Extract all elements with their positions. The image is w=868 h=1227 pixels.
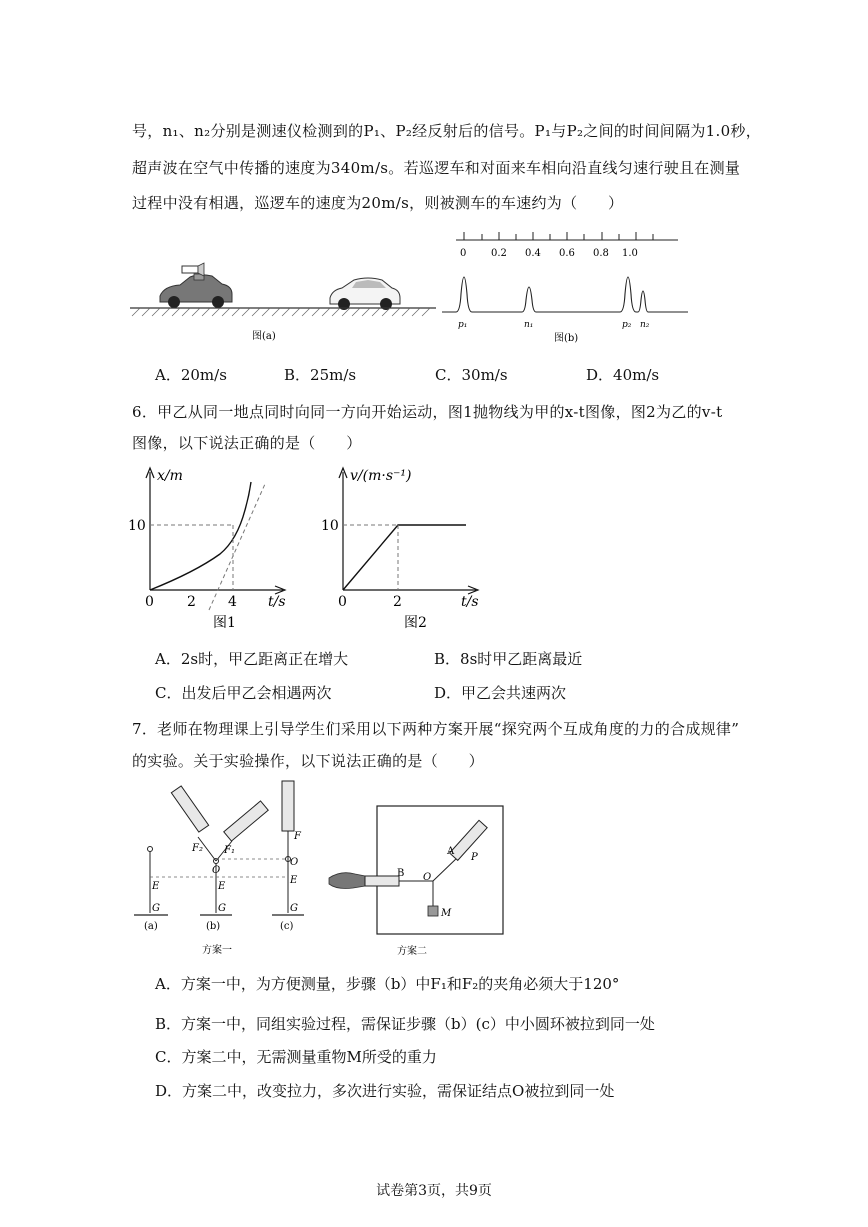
hand-icon	[329, 873, 365, 889]
label-o-b: O	[212, 865, 221, 876]
sub-label-a: (a)	[144, 921, 158, 932]
q7-option-a[interactable]: A．方案一中，为方便测量，步骤（b）中F₁和F₂的夹角必须大于120°	[155, 975, 620, 993]
label-e-c: E	[290, 875, 298, 886]
tangent-dashed-line	[209, 484, 265, 610]
scheme-1-caption: 方案一	[202, 945, 232, 956]
ruler-label-4: 0.8	[593, 248, 609, 259]
q7-option-c[interactable]: C．方案二中，无需测量重物M所受的重力	[155, 1048, 437, 1066]
q5-line-2: 超声波在空气中传播的速度为340m/s。若巡逻车和对面来车相向沿直线匀速行驶且在测量	[132, 159, 741, 177]
spring-scale-icon	[171, 786, 268, 841]
label-e-a: E	[152, 881, 160, 892]
q6-option-a[interactable]: A．2s时，甲乙距离正在增大	[155, 650, 349, 668]
figure-a-caption: 图(a)	[252, 331, 276, 342]
pulse-label-n2: n₂	[640, 320, 650, 330]
q6-option-b[interactable]: B．8s时甲乙距离最近	[434, 650, 583, 668]
q7-option-b[interactable]: B．方案一中，同组实验过程，需保证步骤（b）(c）中小圆环被拉到同一处	[155, 1015, 655, 1033]
figure-2-ylabel: v/(m·s⁻¹)	[350, 468, 412, 484]
figure-2-xlabel: t/s	[461, 594, 479, 610]
q6-option-c[interactable]: C．出发后甲乙会相遇两次	[155, 684, 332, 702]
q7-line-1: 7．老师在物理课上引导学生们采用以下两种方案开展“探究两个互成角度的力的合成规律”	[132, 720, 740, 738]
figure-1-caption: 图1	[213, 615, 236, 631]
weight-m-icon	[428, 906, 438, 916]
q5-line-3: 过程中没有相遇，巡逻车的速度为20m/s，则被测车的车速约为（ ）	[132, 194, 624, 212]
pulse-label-n1: n₁	[524, 320, 534, 330]
figure-2-xtick-0: 0	[338, 594, 347, 610]
figure-b-pulses	[440, 224, 690, 348]
figure-1-xlabel: t/s	[268, 594, 286, 610]
label-f1: F₁	[224, 845, 235, 856]
spring-scale-b-icon	[365, 876, 399, 886]
label-a: A	[447, 846, 455, 857]
label-b: B	[397, 868, 405, 879]
label-g-a: G	[152, 903, 160, 914]
figure-2-caption: 图2	[404, 615, 427, 631]
q5-option-a[interactable]: A．20m/s	[155, 366, 227, 384]
figure-1-ytick: 10	[128, 518, 146, 534]
patrol-car-icon	[160, 263, 232, 308]
q6-line-2: 图像，以下说法正确的是（ ）	[132, 434, 362, 452]
label-f2: F₂	[192, 843, 203, 854]
figure-1-xtick-2: 2	[187, 594, 196, 610]
sub-label-b: (b)	[206, 921, 221, 932]
q5-option-b[interactable]: B．25m/s	[284, 366, 357, 384]
figure-1-xt-graph	[125, 460, 300, 640]
q5-option-c[interactable]: C．30m/s	[435, 366, 508, 384]
figure-2-xtick-2: 2	[393, 594, 402, 610]
figure-1-xtick-4: 4	[228, 594, 237, 610]
ruler-label-5: 1.0	[622, 248, 638, 259]
pulse-label-p2: p₂	[622, 320, 632, 330]
label-e-b: E	[218, 881, 226, 892]
label-f: F	[294, 831, 301, 842]
scheme-2-caption: 方案二	[397, 946, 427, 957]
scheme-2-figure	[325, 800, 510, 960]
spring-scale-a-icon	[450, 820, 488, 860]
figure-2-vt-graph	[318, 460, 493, 640]
label-o-c: O	[290, 857, 299, 868]
pulse-signal-line	[442, 277, 688, 312]
figure-1-xtick-0: 0	[145, 594, 154, 610]
oncoming-car-icon	[330, 278, 400, 310]
figure-2-ytick: 10	[321, 518, 339, 534]
figure-b-caption: 图(b)	[554, 333, 579, 344]
ruler-label-0: 0	[460, 248, 467, 259]
q6-option-d[interactable]: D．甲乙会共速两次	[434, 684, 567, 702]
q7-option-d[interactable]: D．方案二中，改变拉力，多次进行实验，需保证结点O被拉到同一处	[155, 1082, 615, 1100]
q5-option-d[interactable]: D．40m/s	[586, 366, 660, 384]
q5-line-1: 号，n₁、n₂分别是测速仪检测到的P₁、P₂经反射后的信号。P₁与P₂之间的时间间隔为1.0秒，	[132, 122, 762, 140]
figure-a-cars	[128, 236, 438, 348]
ruler-label-1: 0.2	[491, 248, 507, 259]
q6-line-1: 6．甲乙从同一地点同时向同一方向开始运动，图1抛物线为甲的x-t图像，图2为乙的v-t	[132, 403, 723, 421]
label-g-b: G	[218, 903, 226, 914]
page-footer: 试卷第3页，共9页	[376, 1183, 492, 1199]
ruler-label-3: 0.6	[559, 248, 575, 259]
velocity-line	[343, 525, 466, 590]
label-o-scheme2: O	[423, 872, 432, 883]
parabola-curve	[150, 482, 251, 590]
sub-label-c: (c)	[280, 921, 294, 932]
pulse-label-p1: p₁	[458, 320, 468, 330]
figure-1-ylabel: x/m	[157, 468, 183, 484]
label-g-c: G	[290, 903, 298, 914]
q7-line-2: 的实验。关于实验操作，以下说法正确的是（ ）	[132, 752, 484, 770]
label-p: P	[471, 852, 478, 863]
ruler-label-2: 0.4	[525, 248, 541, 259]
label-m: M	[441, 908, 452, 919]
scheme-1-figure	[132, 775, 332, 960]
